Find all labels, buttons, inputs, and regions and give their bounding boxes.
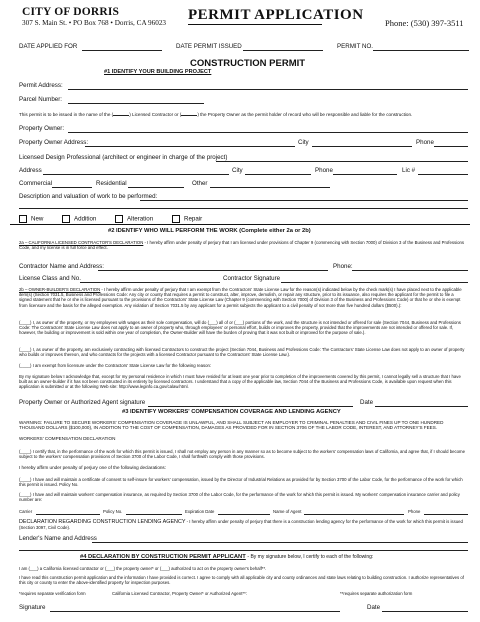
date-issued-field[interactable] — [243, 50, 323, 51]
contractor-signature-field[interactable] — [281, 282, 468, 283]
design-lic-label: Lic # — [402, 167, 416, 174]
work-type-new[interactable]: New — [19, 215, 43, 223]
contractor-name-label: Contractor Name and Address: — [19, 263, 104, 270]
applicant-date-field[interactable] — [382, 611, 468, 612]
residential-label: Residential — [96, 180, 127, 187]
section1-heading: #1 IDENTIFY YOUR BUILDING PROJECT — [104, 69, 212, 75]
city-phone: Phone: (530) 397-3511 — [385, 18, 464, 28]
permit-no-label: PERMIT NO. — [337, 43, 373, 50]
parcel-number-field[interactable] — [68, 103, 204, 104]
s2b-option-1[interactable]: (____) I, as owner of the property, or my employees with wages as their sole compensation, will do (___) all of or (___) portions of the work, and the structure is not intended or offered for sale (Section 7044, Business and Professions Code: The Contractors' State License Law does not apply to an owner of property who, through employees' or personal effort, builds or improves the property, provided that the improvements are not intended or offered for sale. If, however, the building or improvement is sold within one year of completion, the Owner-Builder will have the burden of proving that it was not built or improved for the purpose of sale.). — [19, 320, 461, 336]
design-professional-field[interactable] — [216, 161, 468, 162]
parcel-number-label: Parcel Number: — [19, 96, 62, 103]
section4-heading: #4 DECLARATION BY CONSTRUCTION PERMIT APPLICANT - By my signature below, I certify to each of the following: — [80, 554, 374, 560]
owner-city-label: City — [298, 139, 309, 146]
s2a-declaration: 2a – CALIFORNIA LICENSED CONTRACTOR'S DECLARATION - I hereby affirm under penalty of perjury that I am licensed under provisions of Chapter 9 (commencing with Section 7000) of Division 3 of the Business and Professions Code, and my license is in full force and effect. — [19, 240, 465, 251]
description-label: Description and valuation of work to be performed: — [19, 193, 158, 200]
date-issued-label: DATE PERMIT ISSUED — [176, 43, 242, 50]
contractor-phone-field[interactable] — [352, 270, 468, 271]
expiration-field[interactable] — [218, 514, 270, 515]
design-phone-label: Phone — [315, 167, 333, 174]
s2b-option-2[interactable]: (____) I, as owner of the property, am exclusively contracting with licensed Contractors to construct the project (Section 7044, Business and Professions Code: The Contractors' State License Law does not apply to an owner of property who builds or improves thereon, and who contracts for the projects with a licensed Contractor pursuant to the Contractors' State License Law.). — [19, 347, 465, 358]
applicant-signature-field[interactable] — [50, 611, 340, 612]
lender-name-field[interactable] — [92, 542, 468, 543]
owner-signature-date-label: Date — [360, 399, 374, 406]
construction-permit-title: CONSTRUCTION PERMIT — [190, 58, 306, 69]
permit-address-label: Permit Address: — [19, 82, 63, 89]
checkbox-new[interactable] — [19, 215, 27, 223]
s2b-option-3[interactable]: (____) I am exempt from licensure under the Contractors' State License Law for the following reason: — [19, 363, 212, 368]
commercial-label: Commercial — [19, 180, 53, 187]
wc-warning: WARNING: FAILURE TO SECURE WORKERS' COMPENSATION COVERAGE IS UNLAWFUL, AND SHALL SUBJECT AN EMPLOYER TO CRIMINAL PENALTIES AND CIVIL FINES UP TO ONE HUNDRED THOUSAND DOLLARS ($100,000), IN ADDITION TO THE COST OF COMPENSATION, DAMAGES AS PROVIDED FOR IN SECTION 3706 OF THE LABOR CODE, INTEREST, AND ATTORNEY'S FEES. — [19, 420, 444, 431]
wc-option-a[interactable]: (____) I have and will maintain a certificate of consent to self-insure for workers' compensation, issued by the Director of Industrial Relations as provided for by Section 3700 of the Labor Code, for the performance of the work for which this permit is issued. Policy No. — [19, 477, 463, 488]
work-type-addition[interactable]: Addition — [62, 215, 96, 223]
expiration-label: Expiration Date — [185, 509, 215, 514]
license-class-field[interactable] — [80, 282, 220, 283]
applicant-role[interactable]: I am (___) a California licensed contractor or (___) the property owner* or (___) authorized to act on the property owner's behalf**. — [19, 566, 267, 571]
section-divider-1 — [10, 224, 470, 225]
agent-label: Name of Agent — [273, 509, 302, 514]
wc-option-b[interactable]: (____) I have and will maintain workers' compensation insurance, as required by Section 3700 of the Labor Code, for the performance of the work for which this permit is issued. My workers' compensation insurance carrier and policy number are: — [19, 492, 460, 503]
agent-phone-label: Phone — [408, 509, 421, 514]
property-owner-field[interactable] — [68, 132, 468, 133]
contractor-name-field[interactable] — [98, 270, 328, 271]
owner-address-field[interactable] — [85, 146, 295, 147]
commercial-field[interactable] — [52, 187, 92, 188]
applicant-date-label: Date — [367, 604, 381, 611]
carrier-field[interactable] — [36, 514, 100, 515]
agent-phone-field[interactable] — [424, 514, 468, 515]
owner-address-label: Property Owner Address: — [19, 139, 89, 146]
policy-label: Policy No. — [103, 509, 123, 514]
owner-signature-date-field[interactable] — [375, 406, 468, 407]
description-field-1[interactable] — [140, 200, 468, 201]
owner-signature-label: Property Owner or Authorized Agent signature — [19, 399, 146, 406]
property-owner-label: Property Owner: — [19, 125, 65, 132]
checkbox-addition[interactable] — [62, 215, 70, 223]
permit-holder-statement: This permit is to be issued in the name of the ( ) Licensed Contractor or ( ) the Property Owner as the permit holder of record who will be responsible and liable for the construction. — [19, 112, 413, 117]
contractor-phone-label: Phone: — [333, 263, 353, 270]
other-field[interactable] — [210, 187, 330, 188]
city-address: 307 S. Main St. • PO Box 768 • Dorris, CA 96023 — [22, 19, 167, 27]
lender-address-field[interactable] — [19, 550, 468, 551]
design-address-field[interactable] — [43, 174, 229, 175]
signer-type-note: California Licensed Contractor, Property Owner* or Authorized Agent**: — [112, 591, 247, 596]
wc-certify[interactable]: (____) I certify that, in the performance of the work for which this permit is issued, I shall not employ any person in any manner so as to become subject to the workers' compensation laws of California, and agree that, if I should become subject to the workers' compensation provisions of Section 3700 of the Labor Code, I shall forthwith comply with those provisions. — [19, 449, 466, 460]
owner-builder-affirmation: By my signature below I acknowledge that, except for my personal residence in which I must have resided for at least one year prior to completion of the improvements covered by this permit, I cannot legally sell a structure that I have built as an owner-builder if it has not been constructed in its entirety by licensed contractors. I understand that a copy of the applicable law, Section 7044 of the Business and Professions Code, is available upon request when this application is submitted or at the following Web site: http://www.leginfo.ca.gov/calaw.html. — [19, 374, 461, 390]
checkbox-repair[interactable] — [172, 215, 180, 223]
checkbox-alteration[interactable] — [115, 215, 123, 223]
owner-city-field[interactable] — [312, 146, 412, 147]
permit-no-field[interactable] — [373, 50, 469, 51]
authorization-note: **requires separate authorization form — [340, 591, 413, 596]
residential-field[interactable] — [128, 187, 184, 188]
applicant-signature-label: Signature — [19, 604, 46, 611]
design-city-field[interactable] — [245, 174, 311, 175]
other-label: Other — [192, 180, 208, 187]
page-title: PERMIT APPLICATION — [188, 7, 364, 23]
wc-declaration-title: WORKERS' COMPENSATION DECLARATION — [19, 436, 116, 441]
design-city-label: City — [232, 167, 243, 174]
owner-phone-field[interactable] — [434, 146, 468, 147]
work-type-repair[interactable]: Repair — [172, 215, 202, 223]
agent-field[interactable] — [304, 514, 404, 515]
city-name: CITY OF DORRIS — [22, 6, 120, 18]
date-applied-field[interactable] — [82, 50, 162, 51]
contractor-signature-label: Contractor Signature — [223, 275, 281, 282]
section3-heading: #3 IDENTIFY WORKERS' COMPENSATION COVERAGE AND LENDING AGENCY — [122, 409, 341, 415]
policy-field[interactable] — [126, 514, 182, 515]
permit-address-field[interactable] — [68, 89, 468, 90]
applicant-certification: I have read this construction permit application and the information I have provided is correct. I agree to comply with all applicable city and county ordinances and state laws relating to building construction. I authorize representatives of this city or county to enter the above-identified property for inspection purposes. — [19, 575, 464, 586]
owner-phone-label: Phone — [416, 139, 434, 146]
lender-name-label: Lender's Name and Address — [19, 535, 97, 542]
license-class-label: License Class and No. — [19, 275, 81, 282]
design-phone-field[interactable] — [333, 174, 397, 175]
lending-declaration: DECLARATION REGARDING CONSTRUCTION LENDING AGENCY - I hereby affirm under penalty of perjury that there is a construction lending agency for the performance of the work for which this permit is issued (Section 3097, Civil Code). — [19, 519, 463, 531]
description-field-2[interactable] — [19, 208, 468, 209]
design-address-label: Address — [19, 167, 42, 174]
date-applied-label: DATE APPLIED FOR — [19, 43, 78, 50]
s2b-declaration: 2b – OWNER-BUILDER'S DECLARATION - I hereby affirm under penalty of perjury that I am exempt from the Contractors' State License Law for the reason(s) indicated below by the check mark(s) I have placed next to the applicable item(s) (Section 7031.5, Business and Professions Code: Any city or county that requires a permit to construct, alter, improve, demolish, or repair any structure, prior to its issuance, also requires the applicant for the permit to file a signed statement that he or she is licensed pursuant to the provisions of the Contractors' State License Law (Chapter 9 (commencing with Section 7000) of Division 3 of the Business and Professions Code) or that he or she is exempt from licensure and the basis for the alleged exemption. Any violation of Section 7031.5 by any applicant for a permit subjects the applicant to a civil penalty of not more than five hundred dollars ($500).): — [19, 287, 462, 308]
carrier-label: Carrier — [19, 509, 33, 514]
title-underline — [188, 24, 322, 25]
section2-heading: #2 IDENTIFY WHO WILL PERFORM THE WORK (Complete either 2a or 2b) — [108, 228, 311, 234]
design-lic-field[interactable] — [418, 174, 468, 175]
design-professional-label: Licensed Design Professional (architect or engineer in charge of the project) — [19, 154, 228, 161]
work-type-alteration[interactable]: Alteration — [115, 215, 153, 223]
wc-affirm-line: I hereby affirm under penalty of perjury one of the following declarations: — [19, 465, 166, 470]
owner-signature-field[interactable] — [148, 406, 353, 407]
verification-note: *requires separate verification form — [19, 591, 86, 596]
